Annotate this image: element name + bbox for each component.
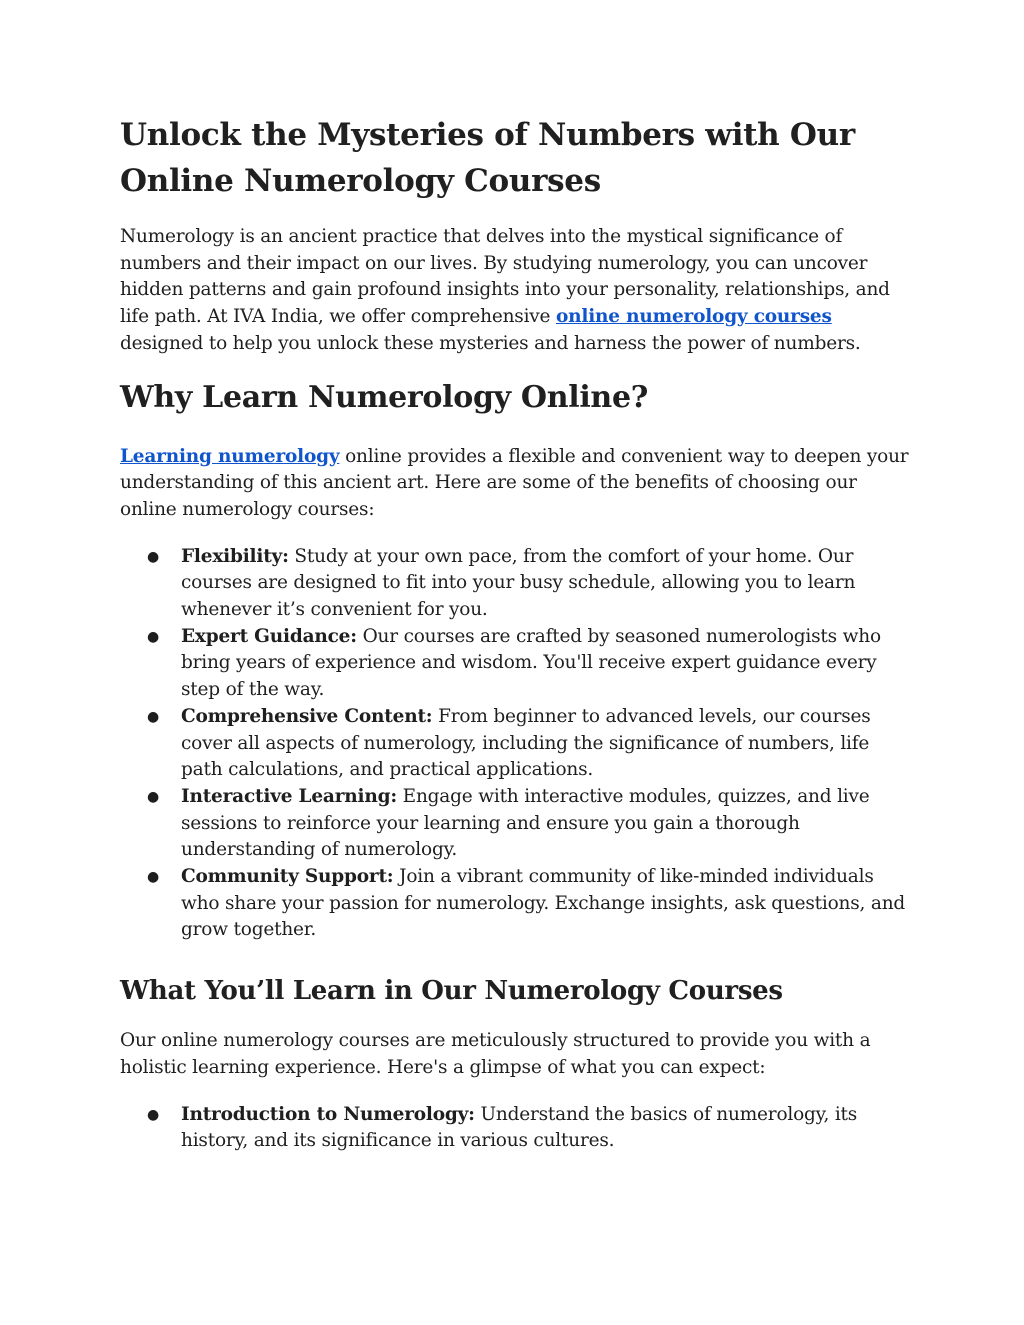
what-you-learn-heading: What You’ll Learn in Our Numerology Courses xyxy=(120,976,783,1007)
list-item-text: From beginner to advanced levels, our courses cover all aspects of numerology, including the significance of numbers, life path calculations, and practical applications. xyxy=(181,705,871,781)
list-item-term: Interactive Learning: xyxy=(181,785,397,807)
course-topics-list xyxy=(120,1102,910,1155)
bullet-icon: ● xyxy=(147,788,160,805)
bullet-icon: ● xyxy=(147,708,160,725)
list-item-term: Comprehensive Content: xyxy=(181,705,433,727)
list-item-text: Study at your own pace, from the comfort of your home. Our courses are designed to fit into your busy schedule, allowing you to learn whenever it’s convenient for you. xyxy=(181,545,856,621)
list-item xyxy=(120,544,910,624)
page-title: Unlock the Mysteries of Numbers with Our Online Numerology Courses xyxy=(120,117,855,199)
bullet-icon: ● xyxy=(147,1106,160,1123)
why-learn-heading: Why Learn Numerology Online? xyxy=(120,379,649,415)
online-numerology-courses-link[interactable]: online numerology courses xyxy=(555,306,832,328)
intro-text-after-link: designed to help you unlock these mysteries and harness the power of numbers. xyxy=(120,332,861,354)
intro-paragraph xyxy=(120,224,910,358)
bullet-icon: ● xyxy=(147,548,160,565)
document-page xyxy=(120,112,910,1155)
list-item-term: Introduction to Numerology: xyxy=(181,1103,475,1125)
list-item xyxy=(120,624,910,704)
list-item xyxy=(120,864,910,944)
learning-numerology-link[interactable]: Learning numerology xyxy=(120,445,340,467)
list-item xyxy=(120,1102,910,1155)
bullet-icon: ● xyxy=(147,869,160,886)
why-learn-paragraph xyxy=(120,444,910,524)
list-item-text: Understand the basics of numerology, its history, and its significance in various cultures. xyxy=(181,1103,858,1152)
list-item xyxy=(120,704,910,784)
why-text-after-link: online provides a flexible and convenient way to deepen your understanding of this ancient art. Here are some of the benefits of choosing our online numerology courses: xyxy=(120,445,909,520)
benefits-list xyxy=(120,544,910,945)
list-item-term: Community Support: xyxy=(181,866,394,888)
intro-text-before-link: Numerology is an ancient practice that delves into the mystical significance of numbers and their impact on our lives. By studying numerology, you can uncover hidden patterns and gain profound insights into your personality, relationships, and life path. At IVA India, we offer comprehensive xyxy=(120,226,890,328)
list-item-text: Our courses are crafted by seasoned numerologists who bring years of experience and wisdom. You'll receive expert guidance every step of the way. xyxy=(181,625,881,701)
list-item-text: Join a vibrant community of like-minded individuals who share your passion for numerology. Exchange insights, ask questions, and grow together. xyxy=(181,866,906,941)
list-item-term: Expert Guidance: xyxy=(181,625,357,647)
list-item xyxy=(120,784,910,864)
what-you-learn-paragraph: Our online numerology courses are meticulously structured to provide you with a holistic learning experience. Here's a glimpse of what you can expect: xyxy=(120,1030,871,1078)
list-item-text: Engage with interactive modules, quizzes, and live sessions to reinforce your learning and ensure you gain a thorough understanding of numerology. xyxy=(181,785,870,861)
bullet-icon: ● xyxy=(147,628,160,645)
list-item-term: Flexibility: xyxy=(181,545,289,567)
